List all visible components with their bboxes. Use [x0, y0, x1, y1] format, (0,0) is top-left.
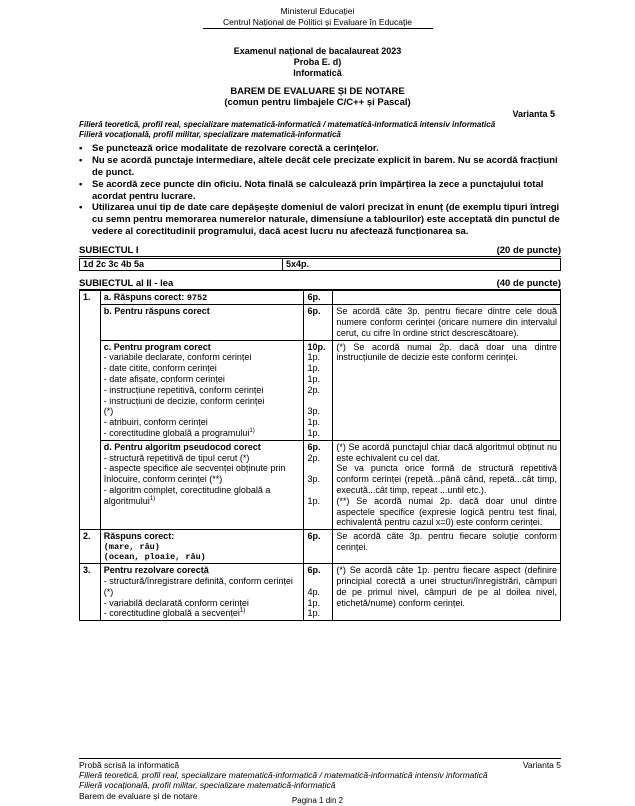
exam-proba: Proba E. d): [293, 56, 342, 67]
q1c-item: - instrucțiuni de decizie, conform cerinței: [103, 395, 265, 406]
q1d-label: d. Pentru algoritm pseudocod corect: [103, 441, 261, 452]
exam-title-block: [0, 46, 635, 78]
q1b-note: Se acordă câte 3p. pentru fiecare dintre cele două numere conform cerinței (oricare numere din intervalul cerut, cu cifre în ordine strict descrescătoare).: [333, 305, 561, 340]
barem-title-block: [0, 86, 635, 109]
q3-item: - structură/înregistrare definită, conform cerinței (*): [103, 576, 293, 597]
q3-number: 3.: [80, 564, 101, 621]
rule-item: • Nu se acordă punctaje intermediare, altele decât cele precizate explicit în barem. Nu se acordă fracțiuni de punct.: [79, 154, 558, 178]
header-rule: [203, 28, 433, 29]
subject1-scoring: 5x4p.: [283, 259, 561, 271]
q1c-item-points: 2p.: [307, 384, 320, 395]
q1c-item: - variabile declarate, conform cerinței: [103, 352, 252, 363]
q1d-note: (**) Se acordă numai 2p. dacă doar unul dintre aspectele specifice (expresie logică pentru test final, echivalentă pentru cazul x=0) este conform cerinței.: [336, 495, 557, 528]
q3-label: Pentru rezolvare corectă: [103, 565, 209, 576]
q1c-item-points: 3p.: [307, 406, 320, 417]
q2-points: 6p.: [304, 530, 333, 564]
q1c-item-points: 1p.: [307, 427, 320, 438]
filiera-teoretica: Filieră teoretică, profil real, specializare matematică-informatică / matematică-informatică intensiv informatică: [79, 120, 496, 129]
bullet-icon: •: [79, 202, 83, 214]
table-row: [80, 564, 561, 621]
subject1-title: SUBIECTUL I: [79, 245, 139, 256]
q1d-points: 6p.: [307, 441, 321, 452]
subject2-heading: [79, 278, 561, 290]
table-row: [80, 291, 561, 305]
q1a-cell: [100, 291, 304, 305]
bullet-icon: •: [79, 154, 83, 166]
q1d-notes: [333, 440, 561, 529]
page-number: Pagina 1 din 2: [291, 796, 344, 805]
footnote-mark: 1): [239, 608, 246, 615]
q2-number: 2.: [80, 530, 101, 564]
page-footer: [79, 758, 561, 801]
q1a-label: a. Răspuns corect:: [103, 292, 185, 302]
q3-item: - variabilă declarată conform cerinței: [103, 597, 249, 608]
q1c-item-points: 1p.: [307, 417, 320, 428]
rule-item: • Se punctează orice modalitate de rezolvare corectă a cerințelor.: [79, 143, 379, 154]
q2-note: Se acordă câte 3p. pentru fiecare soluție conform cerinței.: [333, 530, 561, 564]
filiere-block: [79, 120, 559, 140]
q1d-item: - aspecte specifice ale secvenței obținute prin înlocuire, conform cerinței (**): [103, 463, 286, 485]
exam-name: Examenul național de bacalaureat 2023: [233, 46, 402, 56]
q1-number: 1.: [80, 291, 101, 530]
q1d-item: - structură repetitivă de tipul cerut (*): [103, 452, 250, 463]
q1c-item: - atribuiri, conform cerinței: [103, 417, 208, 428]
q1a-value: 9752: [186, 293, 208, 303]
q1c-points: 10p.: [307, 341, 326, 352]
q2-label: Răspuns corect:: [103, 531, 175, 542]
general-rules-list: [79, 143, 561, 238]
q3-item-points: 4p.: [307, 586, 320, 597]
table-row: [80, 340, 561, 440]
barem-subtitle: (comun pentru limbajele C/C++ și Pascal): [224, 97, 411, 109]
q1d-points-cell: [304, 440, 333, 529]
rule-item: • Se acordă zece puncte din oficiu. Nota finală se calculează prin împărțirea la zece a punctajului total acordat pentru lucrare.: [79, 178, 544, 202]
footer-filiera: Filieră vocațională, profil militar, specializare matematică-informatică: [79, 780, 336, 791]
q1c-item: - instrucțiune repetitivă, conform cerinței: [103, 384, 264, 395]
q1d-item-points: 3p.: [307, 474, 320, 485]
q3-note: (*) Se acordă câte 1p. pentru fiecare aspect (definire principial corectă a unei structuri/înregistrări, câmpuri de pe primul nivel, câmpuri de pe al doilea nivel, etichetă/nume) conform cerinței.: [333, 564, 561, 621]
q1d-note: (*) Se acordă punctajul chiar dacă algoritmul obținut nu este echivalent cu cel dat.: [336, 441, 557, 463]
subject2-points: (40 de puncte): [496, 278, 561, 289]
q3-item-points: 1p.: [307, 608, 320, 619]
footer-barem: Barem de evaluare și de notare: [79, 790, 198, 801]
subject1-points: (20 de puncte): [496, 245, 561, 256]
table-row: [80, 530, 561, 564]
bullet-icon: •: [79, 143, 83, 154]
footer-filiera: Filieră teoretică, profil real, specializare matematică-informatică / matematică-informatică intensiv informatică: [79, 770, 488, 781]
q1d-item-points: 2p.: [307, 452, 320, 463]
table-row: [80, 305, 561, 340]
q1b-label: b. Pentru răspuns corect: [100, 305, 304, 340]
q3-item-points: 1p.: [307, 597, 320, 608]
subject1-heading: [79, 245, 561, 257]
footer-exam: Probă scrisă la informatică: [79, 760, 180, 770]
footnote-mark: 1): [149, 495, 156, 502]
q1c-item-global: - corectitudine globală a programului$^{1)}$: [103, 427, 255, 438]
q1a-note: [333, 291, 561, 305]
q1c-item-points: [307, 396, 329, 407]
q1c-item-points: 1p.: [307, 373, 320, 384]
subject1-table: [79, 258, 561, 271]
q1c-item-points: 1p.: [307, 352, 320, 363]
q1c-cell: [100, 340, 304, 440]
q1c-item-points: 1p.: [307, 363, 320, 374]
q1c-label: c. Pentru program corect: [103, 341, 211, 352]
center-name: Centrul Național de Politici și Evaluare în Educație: [223, 16, 412, 27]
q1b-points: 6p.: [304, 305, 333, 340]
q1d-item-global: - algoritm complet, corectitudine globală a algoritmului$^{1)}$: [103, 484, 271, 506]
variant-label: Varianta 5: [512, 109, 555, 119]
footer-rule: [79, 758, 561, 759]
footnote-mark: 1): [249, 427, 255, 434]
q3-points: 6p.: [307, 565, 321, 576]
footer-variant: Varianta 5: [522, 760, 561, 770]
q1d-cell: [100, 440, 304, 529]
q2-answer: (ocean, ploaie, râu): [103, 552, 206, 563]
q2-cell: [100, 530, 304, 564]
subject2-title: SUBIECTUL al II - lea: [79, 278, 174, 289]
q3-cell: [100, 564, 304, 621]
rule-item: • Utilizarea unui tip de date care depășește domeniul de valori precizat în enunț (de exemplu tipuri întregi cu semn pentru memorarea numerelor naturale, dimensiune a tablourilor) este acceptată din punctul de vedere al corectitudinii programului, dacă acest lucru nu afectează funcționarea sa.: [79, 202, 560, 238]
q1c-item: - date citite, conform cerinței: [103, 363, 217, 374]
filiera-vocationala: Filieră vocațională, profil militar, specializare matematică-informatică: [79, 129, 341, 139]
q1a-points: 6p.: [304, 291, 333, 305]
q1c-note: (*) Se acordă numai 2p. dacă doar una dintre instrucțiunile de decizie este conform cerinței.: [333, 340, 561, 440]
table-row: [80, 259, 561, 271]
q1c-item: (*): [103, 406, 114, 417]
q2-answer: (mare, râu): [103, 541, 160, 552]
table-row: [80, 440, 561, 529]
q3-points-cell: [304, 564, 333, 621]
subject2-table: [79, 290, 561, 621]
barem-title: BAREM DE EVALUARE ȘI DE NOTARE: [230, 86, 405, 97]
q1c-item: - date afișate, conform cerinței: [103, 373, 225, 384]
q1d-note: Se va puncta orice formă de structură repetitivă conform cerinței (repetă...până când, repetă...cât timp, execută...cât timp, repeat ...until etc.).: [336, 463, 557, 495]
exam-subject: Informatică: [293, 67, 342, 78]
subject1-answers: 1d 2c 3c 4b 5a: [80, 259, 283, 271]
page-header: [0, 6, 635, 29]
bullet-icon: •: [79, 178, 83, 190]
ministry-name: Ministerul Educației: [280, 6, 355, 16]
q1c-points-cell: [304, 340, 333, 440]
q3-item-global: - corectitudine globală a secvenței$^{1)}$: [103, 608, 246, 619]
q1d-item-points: 1p.: [307, 495, 320, 506]
